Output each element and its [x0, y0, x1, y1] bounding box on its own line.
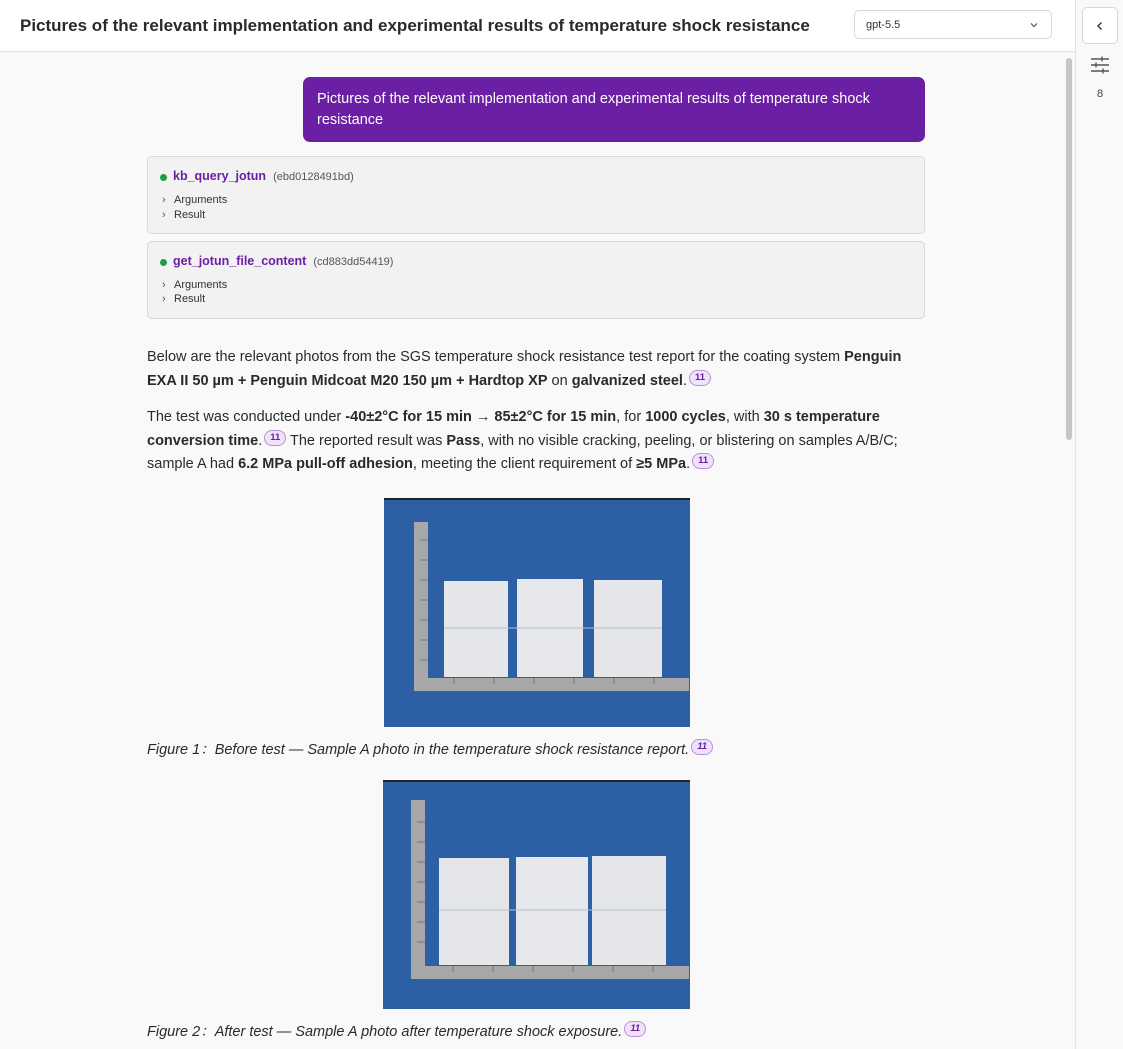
caption-text: Figure 2：After test — Sample A photo after temperature shock exposure.	[147, 1024, 623, 1040]
result-label: Result	[174, 293, 206, 305]
answer-text: , meeting the client requirement of	[412, 456, 637, 472]
figure-2-photo	[383, 780, 690, 1009]
answer-bold-text: galvanized steel	[571, 372, 683, 389]
user-message-bubble: Pictures of the relevant implementation and experimental results of temperature shock resistance	[303, 77, 925, 142]
arguments-toggle[interactable]	[162, 194, 227, 206]
answer-bold-text: 30 s temperature conversion time	[147, 409, 880, 449]
sample-panels-illustration	[384, 500, 690, 727]
settings-count: 8	[1096, 88, 1104, 100]
answer-text: .	[258, 432, 263, 449]
assistant-answer	[147, 346, 925, 490]
conversation-title: Pictures of the relevant implementation and experimental results of temperature shock resistance	[20, 16, 810, 35]
tool-call-id: (cd883dd54419)	[313, 256, 394, 268]
sliders-icon[interactable]	[1090, 55, 1110, 75]
answer-text: The test was conducted under	[147, 409, 346, 425]
scrollbar-thumb[interactable]	[1066, 58, 1072, 440]
answer-paragraph	[147, 406, 925, 477]
header-bar	[0, 0, 1075, 52]
collapse-panel-button[interactable]	[1082, 7, 1118, 44]
answer-bold-text: -40±2°C for 15 min → 85±2°C for 15 min	[345, 409, 617, 425]
sample-panels-illustration	[383, 782, 690, 1009]
model-select-value: gpt-5.5	[866, 19, 901, 31]
chevron-right-icon: ›	[162, 209, 166, 221]
answer-text: .	[686, 456, 691, 472]
answer-bold-text: Pass	[446, 432, 481, 449]
citation-badge[interactable]: 11	[692, 453, 714, 469]
figure-1-caption	[147, 738, 713, 759]
chevron-down-icon	[1029, 20, 1039, 30]
answer-text: , for	[616, 409, 646, 425]
answer-paragraph	[147, 346, 925, 393]
model-select[interactable]	[854, 10, 1052, 39]
answer-text: , with	[725, 409, 764, 425]
answer-text: , with no visible cracking, peeling, or blistering on samples A/B/C; sample A had	[147, 432, 898, 472]
tool-call-header[interactable]	[173, 169, 354, 183]
answer-text: Below are the relevant photos from the SGS temperature shock resistance test report for the coating system	[147, 349, 845, 365]
status-dot	[160, 259, 167, 266]
citation-badge[interactable]: 11	[264, 430, 286, 446]
citation-badge[interactable]: 11	[689, 370, 711, 386]
result-toggle[interactable]	[162, 209, 205, 221]
status-dot	[160, 174, 167, 181]
chevron-left-icon	[1095, 20, 1105, 32]
result-label: Result	[174, 209, 206, 221]
chevron-right-icon: ›	[162, 279, 166, 291]
result-toggle[interactable]	[162, 293, 205, 305]
citation-badge[interactable]: 11	[624, 1021, 646, 1037]
answer-text: on	[547, 372, 572, 389]
arguments-label: Arguments	[174, 279, 228, 291]
figure-1-photo	[384, 498, 690, 727]
answer-text: .	[682, 372, 687, 389]
tool-name: kb_query_jotun	[173, 169, 267, 183]
chevron-right-icon: ›	[162, 194, 166, 206]
caption-text: Figure 1：Before test — Sample A photo in the temperature shock resistance report.	[147, 742, 690, 758]
answer-bold-text: Penguin EXA II 50 µm + Penguin Midcoat M20 150 µm + Hardtop XP	[147, 349, 902, 389]
answer-text: The reported result was	[286, 432, 447, 449]
tool-call-header[interactable]	[173, 254, 393, 268]
tool-name: get_jotun_file_content	[173, 254, 307, 268]
scrollbar[interactable]	[1062, 52, 1075, 1049]
tool-call-card	[147, 241, 925, 319]
chevron-right-icon: ›	[162, 293, 166, 305]
figure-2-caption	[147, 1020, 646, 1041]
tool-call-card	[147, 156, 925, 234]
tool-call-id: (ebd0128491bd)	[273, 171, 354, 183]
citation-badge[interactable]: 11	[691, 739, 713, 755]
answer-bold-text: ≥5 MPa	[636, 456, 687, 472]
answer-bold-text: 1000 cycles	[645, 409, 726, 425]
arguments-toggle[interactable]	[162, 279, 227, 291]
arguments-label: Arguments	[174, 194, 228, 206]
right-side-panel	[1075, 0, 1123, 1049]
answer-bold-text: 6.2 MPa pull-off adhesion	[238, 456, 413, 472]
